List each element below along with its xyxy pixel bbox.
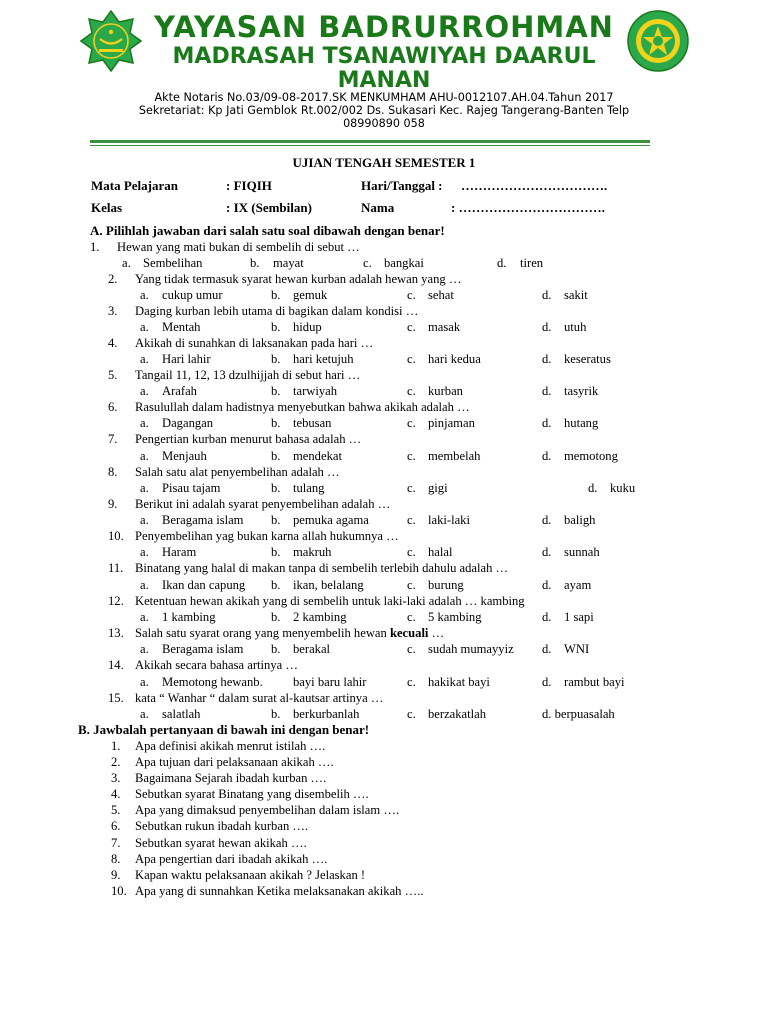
option-letter: c. bbox=[407, 642, 416, 656]
option-text: salatlah bbox=[162, 707, 201, 721]
phone-number: 08990890 058 bbox=[343, 117, 425, 130]
option-letter: a. bbox=[140, 449, 149, 463]
option-text: pinjaman bbox=[428, 416, 475, 430]
option-text: Menjauh bbox=[162, 449, 207, 463]
option-letter: d. bbox=[497, 256, 507, 270]
option-letter: b. bbox=[271, 545, 281, 559]
option-letter: b. bbox=[271, 642, 281, 656]
option-text: memotong bbox=[564, 449, 618, 463]
option-text: utuh bbox=[564, 320, 587, 334]
option-letter: b. bbox=[271, 513, 281, 527]
option-text: hakikat bayi bbox=[428, 675, 490, 689]
option-text: Beragama islam bbox=[162, 642, 244, 656]
option-text: Memotong hewanb. bbox=[162, 675, 263, 689]
option-letter: d. bbox=[542, 642, 552, 656]
option-text: 2 kambing bbox=[293, 610, 347, 624]
option-text: tiren bbox=[520, 256, 544, 270]
option-letter: a. bbox=[140, 384, 149, 398]
option-letter: d. bbox=[542, 320, 552, 334]
option-text: berzakatlah bbox=[428, 707, 487, 721]
option-letter: a. bbox=[140, 352, 149, 366]
question-number: 12. bbox=[108, 594, 124, 608]
essay-number: 1. bbox=[111, 739, 121, 753]
option-letter: d. bbox=[542, 578, 552, 592]
date-value: ……………………………. bbox=[461, 178, 608, 193]
option-text: gigi bbox=[428, 481, 448, 495]
question-text: Daging kurban lebih utama di bagikan dalam kondisi … bbox=[135, 304, 419, 318]
option-text: berkurbanlah bbox=[293, 707, 360, 721]
question-number: 5. bbox=[108, 368, 118, 382]
option-text: keseratus bbox=[564, 352, 611, 366]
option-letter: a. bbox=[140, 707, 149, 721]
option-text: tebusan bbox=[293, 416, 332, 430]
option-letter: d. bbox=[542, 610, 552, 624]
essay-question: Apa yang dimaksud penyembelihan dalam islam …. bbox=[135, 803, 400, 817]
secretariat-address: Sekretariat: Kp Jati Gemblok Rt.002/002 Ds. Sukasari Kec. Rajeg Tangerang-Banten Telp bbox=[138, 104, 630, 117]
essay-question: Sebutkan rukun ibadah kurban …. bbox=[135, 819, 309, 833]
school-name-line1: MADRASAH TSANAWIYAH DAARUL bbox=[172, 44, 596, 69]
class-value: : IX (Sembilan) bbox=[226, 200, 312, 215]
option-text: Ikan dan capung bbox=[162, 578, 246, 592]
option-text: masak bbox=[428, 320, 461, 334]
option-letter: b. bbox=[271, 384, 281, 398]
option-text: ayam bbox=[564, 578, 592, 592]
name-label: Nama bbox=[361, 200, 395, 215]
question-text: Salah satu alat penyembelihan adalah … bbox=[135, 465, 340, 479]
question-number: 15. bbox=[108, 691, 124, 705]
option-text: sakit bbox=[564, 288, 588, 302]
essay-number: 8. bbox=[111, 852, 121, 866]
section-a-instruction: A. Pilihlah jawaban dari salah satu soal dibawah dengan benar! bbox=[90, 223, 445, 238]
option-text: Dagangan bbox=[162, 416, 214, 430]
option-letter: b. bbox=[271, 416, 281, 430]
option-text: mayat bbox=[273, 256, 304, 270]
question-number: 10. bbox=[108, 529, 124, 543]
option-letter: b. bbox=[250, 256, 260, 270]
option-letter: b. bbox=[271, 578, 281, 592]
option-letter: a. bbox=[140, 545, 149, 559]
option-letter: a. bbox=[140, 288, 149, 302]
option-letter: c. bbox=[407, 545, 416, 559]
essay-number: 3. bbox=[111, 771, 121, 785]
option-letter: a. bbox=[140, 675, 149, 689]
option-letter: a. bbox=[140, 320, 149, 334]
essay-question: Apa tujuan dari pelaksanaan akikah …. bbox=[135, 755, 334, 769]
option-text: sunnah bbox=[564, 545, 600, 559]
option-text: tarwiyah bbox=[293, 384, 338, 398]
option-letter: d. bbox=[542, 513, 552, 527]
option-letter: d. bbox=[542, 449, 552, 463]
question-text: Binatang yang halal di makan tanpa di sembelih terlebih dahulu adalah … bbox=[135, 561, 509, 575]
question-number: 8. bbox=[108, 465, 118, 479]
question-text: Yang tidak termasuk syarat hewan kurban adalah hewan yang … bbox=[135, 272, 462, 286]
option-text: hutang bbox=[564, 416, 599, 430]
option-letter: b. bbox=[271, 707, 281, 721]
option-letter: a. bbox=[140, 481, 149, 495]
option-text: WNI bbox=[564, 642, 590, 656]
option-letter: a. bbox=[122, 256, 131, 270]
question-number: 2. bbox=[108, 272, 118, 286]
option-letter: c. bbox=[363, 256, 372, 270]
header-divider-thick bbox=[90, 140, 650, 143]
option-letter: c. bbox=[407, 352, 416, 366]
date-label: Hari/Tanggal : bbox=[361, 178, 443, 193]
option-letter: c. bbox=[407, 707, 416, 721]
option-letter: c. bbox=[407, 449, 416, 463]
option-letter: c. bbox=[407, 610, 416, 624]
subject-value: : FIQIH bbox=[226, 178, 272, 193]
school-name-line2: MANAN bbox=[337, 68, 431, 93]
question-text: Akikah secara bahasa artinya … bbox=[135, 658, 298, 672]
option-text: membelah bbox=[428, 449, 481, 463]
foundation-name: YAYASAN BADRURROHMAN bbox=[154, 10, 614, 44]
option-letter: d. bbox=[542, 384, 552, 398]
question-text: Salah satu syarat orang yang menyembelih hewan kecuali … bbox=[135, 626, 445, 640]
option-text: hari kedua bbox=[428, 352, 481, 366]
option-letter: c. bbox=[407, 384, 416, 398]
option-text: Pisau tajam bbox=[162, 481, 221, 495]
option-letter: c. bbox=[407, 481, 416, 495]
question-number: 11. bbox=[108, 561, 124, 575]
essay-question: Bagaimana Sejarah ibadah kurban …. bbox=[135, 771, 327, 785]
question-number: 7. bbox=[108, 432, 118, 446]
option-text: halal bbox=[428, 545, 453, 559]
option-text: 1 sapi bbox=[564, 610, 594, 624]
option-text: tulang bbox=[293, 481, 325, 495]
essay-number: 6. bbox=[111, 819, 121, 833]
option-letter: a. bbox=[140, 513, 149, 527]
option-text: laki-laki bbox=[428, 513, 470, 527]
option-text: Sembelihan bbox=[143, 256, 203, 270]
option-text: hari ketujuh bbox=[293, 352, 354, 366]
option-text: Beragama islam bbox=[162, 513, 244, 527]
option-letter: b. bbox=[271, 288, 281, 302]
option-letter: b. bbox=[271, 352, 281, 366]
option-text: cukup umur bbox=[162, 288, 223, 302]
option-text: pemuka agama bbox=[293, 513, 369, 527]
essay-number: 10. bbox=[111, 884, 127, 898]
option-text: d. berpuasalah bbox=[542, 707, 615, 721]
option-text: 5 kambing bbox=[428, 610, 482, 624]
option-letter: b. bbox=[271, 610, 281, 624]
option-text: sudah mumayyiz bbox=[428, 642, 514, 656]
question-text: Rasulullah dalam hadistnya menyebutkan bahwa akikah adalah … bbox=[135, 400, 470, 414]
option-text: baligh bbox=[564, 513, 596, 527]
option-letter: a. bbox=[140, 610, 149, 624]
question-text: Pengertian kurban menurut bahasa adalah … bbox=[135, 432, 362, 446]
essay-question: Sebutkan syarat Binatang yang disembelih …. bbox=[135, 787, 369, 801]
option-letter: a. bbox=[140, 416, 149, 430]
option-letter: c. bbox=[407, 675, 416, 689]
option-letter: c. bbox=[407, 578, 416, 592]
option-text: Mentah bbox=[162, 320, 201, 334]
option-text: kurban bbox=[428, 384, 463, 398]
essay-number: 9. bbox=[111, 868, 121, 882]
notary-deed: Akte Notaris No.03/09-08-2017.SK MENKUMHAM AHU-0012107.AH.04.Tahun 2017 bbox=[154, 91, 614, 104]
question-number: 14. bbox=[108, 658, 124, 672]
emphasis-word: kecuali bbox=[389, 626, 429, 640]
option-letter: c. bbox=[407, 288, 416, 302]
header-divider-thin bbox=[90, 145, 650, 146]
question-number: 13. bbox=[108, 626, 124, 640]
essay-question: Sebutkan syarat hewan akikah …. bbox=[135, 836, 307, 850]
essay-number: 2. bbox=[111, 755, 121, 769]
essay-question: Apa definisi akikah menrut istilah …. bbox=[135, 739, 326, 753]
option-text: berakal bbox=[293, 642, 331, 656]
option-text: bayi baru lahir bbox=[293, 675, 367, 689]
section-b-instruction: B. Jawbalah pertanyaan di bawah ini dengan benar! bbox=[78, 722, 370, 737]
subject-label: Mata Pelajaran bbox=[91, 178, 179, 193]
option-letter: a. bbox=[140, 642, 149, 656]
option-text: Arafah bbox=[162, 384, 197, 398]
essay-number: 5. bbox=[111, 803, 121, 817]
option-letter: b. bbox=[271, 449, 281, 463]
question-text: Penyembelihan yag bukan karna allah hukumnya … bbox=[135, 529, 399, 543]
question-text: Tangail 11, 12, 13 dzulhijjah di sebut hari … bbox=[135, 368, 361, 382]
option-letter: d. bbox=[542, 416, 552, 430]
question-text: Berikut ini adalah syarat penyembelihan adalah … bbox=[135, 497, 391, 511]
name-value: : ……………………………. bbox=[451, 200, 605, 215]
option-text: Haram bbox=[162, 545, 197, 559]
option-text: ikan, belalang bbox=[293, 578, 364, 592]
option-letter: c. bbox=[407, 416, 416, 430]
option-letter: d. bbox=[542, 288, 552, 302]
option-letter: a. bbox=[140, 578, 149, 592]
option-text: sehat bbox=[428, 288, 454, 302]
option-text: Hari lahir bbox=[162, 352, 211, 366]
option-text: bangkai bbox=[384, 256, 424, 270]
class-label: Kelas bbox=[91, 200, 123, 215]
option-text: mendekat bbox=[293, 449, 342, 463]
option-text: makruh bbox=[293, 545, 332, 559]
question-number: 1. bbox=[90, 240, 100, 254]
option-text: kuku bbox=[610, 481, 636, 495]
option-letter: d. bbox=[542, 675, 552, 689]
essay-number: 7. bbox=[111, 836, 121, 850]
option-text: rambut bayi bbox=[564, 675, 625, 689]
essay-question: Apa pengertian dari ibadah akikah …. bbox=[135, 852, 328, 866]
option-letter: b. bbox=[271, 481, 281, 495]
option-letter: c. bbox=[407, 513, 416, 527]
exam-title: UJIAN TENGAH SEMESTER 1 bbox=[292, 155, 476, 170]
option-letter: d. bbox=[588, 481, 598, 495]
option-text: gemuk bbox=[293, 288, 328, 302]
question-text: Akikah di sunahkan di laksanakan pada hari … bbox=[135, 336, 374, 350]
option-text: tasyrik bbox=[564, 384, 599, 398]
option-letter: d. bbox=[542, 545, 552, 559]
option-text: burung bbox=[428, 578, 464, 592]
option-text: 1 kambing bbox=[162, 610, 216, 624]
question-number: 9. bbox=[108, 497, 118, 511]
option-text: hidup bbox=[293, 320, 322, 334]
question-text: Hewan yang mati bukan di sembelih di sebut … bbox=[117, 240, 360, 254]
option-letter: c. bbox=[407, 320, 416, 334]
option-letter: b. bbox=[271, 320, 281, 334]
question-number: 3. bbox=[108, 304, 118, 318]
question-text: kata “ Wanhar “ dalam surat al-kautsar artinya … bbox=[135, 691, 384, 705]
question-number: 4. bbox=[108, 336, 118, 350]
option-letter: d. bbox=[542, 352, 552, 366]
essay-number: 4. bbox=[111, 787, 121, 801]
question-number: 6. bbox=[108, 400, 118, 414]
essay-question: Kapan waktu pelaksanaan akikah ? Jelaskan ! bbox=[135, 868, 366, 882]
essay-question: Apa yang di sunnahkan Ketika melaksanakan akikah ….. bbox=[135, 884, 424, 898]
question-text: Ketentuan hewan akikah yang di sembelih untuk laki-laki adalah … kambing bbox=[135, 594, 525, 608]
